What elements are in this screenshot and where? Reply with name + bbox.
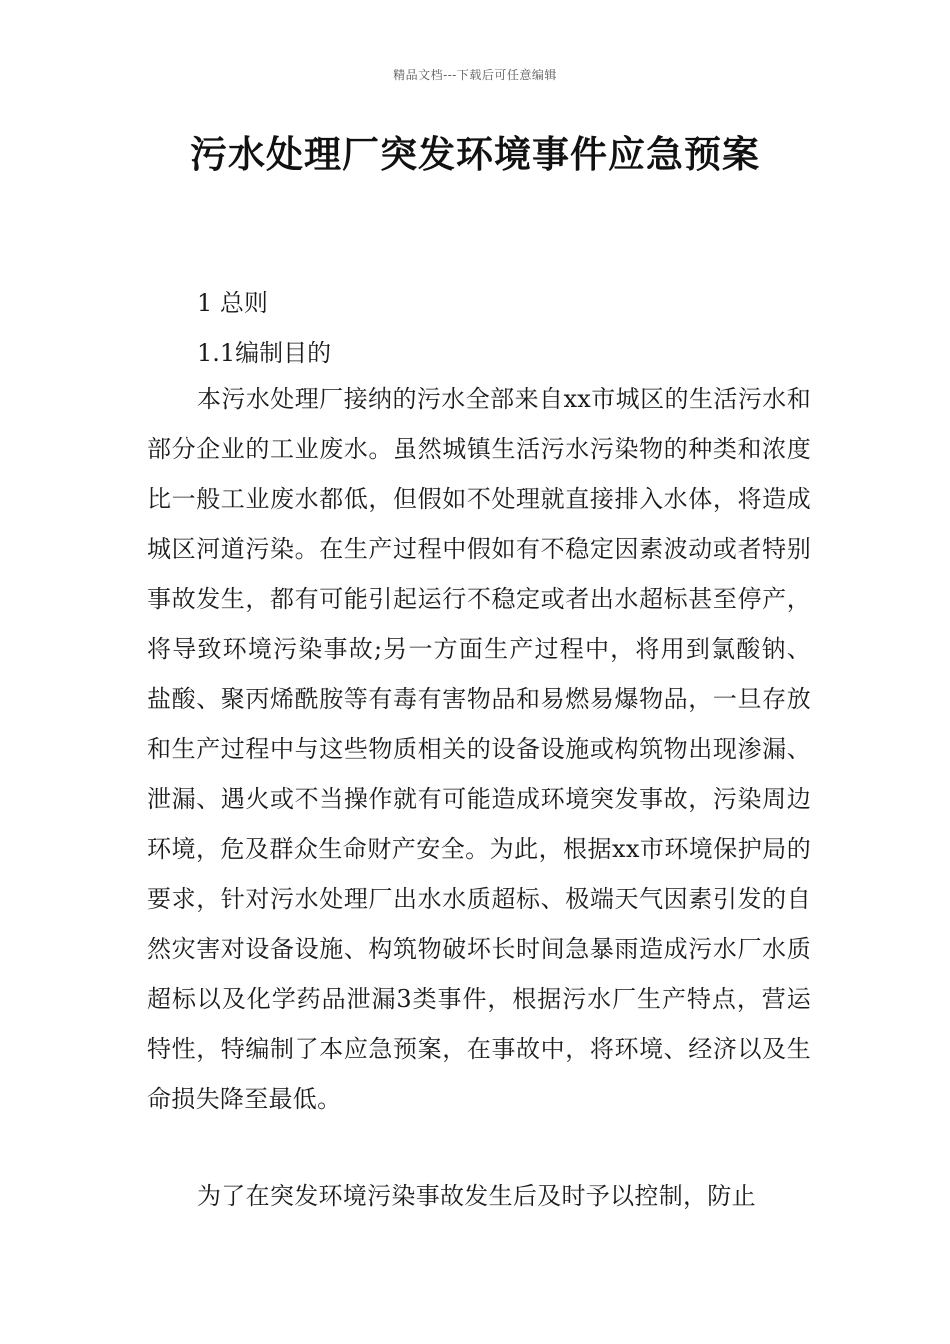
paragraph-continued: 为了在突发环境污染事故发生后及时予以控制，防止 <box>197 1182 756 1210</box>
section-heading-general: 1 总则 <box>197 289 268 317</box>
section-heading-purpose: 1.1编制目的 <box>197 339 332 367</box>
document-title: 污水处理厂突发环境事件应急预案 <box>190 133 760 176</box>
running-header: 精品文档---下载后可任意编辑 <box>393 68 557 82</box>
paragraph-purpose: 本污水处理厂接纳的污水全部来自xx市城区的生活污水和部分企业的工业废水。虽然城镇生活污水污染物的种类和浓度比一般工业废水都低，但假如不处理就直接排入水体，将造成城区河道污染。在生产过程中假如有不稳定因素波动或者特别事故发生，都有可能引起运行不稳定或者出水超标甚至停产，将导致环境污染事故;另一方面生产过程中，将用到氯酸钠、盐酸、聚丙烯酰胺等有毒有害物品和易燃易爆物品，一旦存放和生产过程中与这些物质相关的设备设施或构筑物出现渗漏、泄漏、遇火或不当操作就有可能造成环境突发事故，污染周边环境，危及群众生命财产安全。为此，根据xx市环境保护局的要求，针对污水处理厂出水水质超标、极端天气因素引发的自然灾害对设备设施、构筑物破坏长时间急暴雨造成污水厂水质超标以及化学药品泄漏3类事件，根据污水厂生产特点，营运特性，特编制了本应急预案，在事故中，将环境、经济以及生命损失降至最低。 <box>147 385 811 1113</box>
